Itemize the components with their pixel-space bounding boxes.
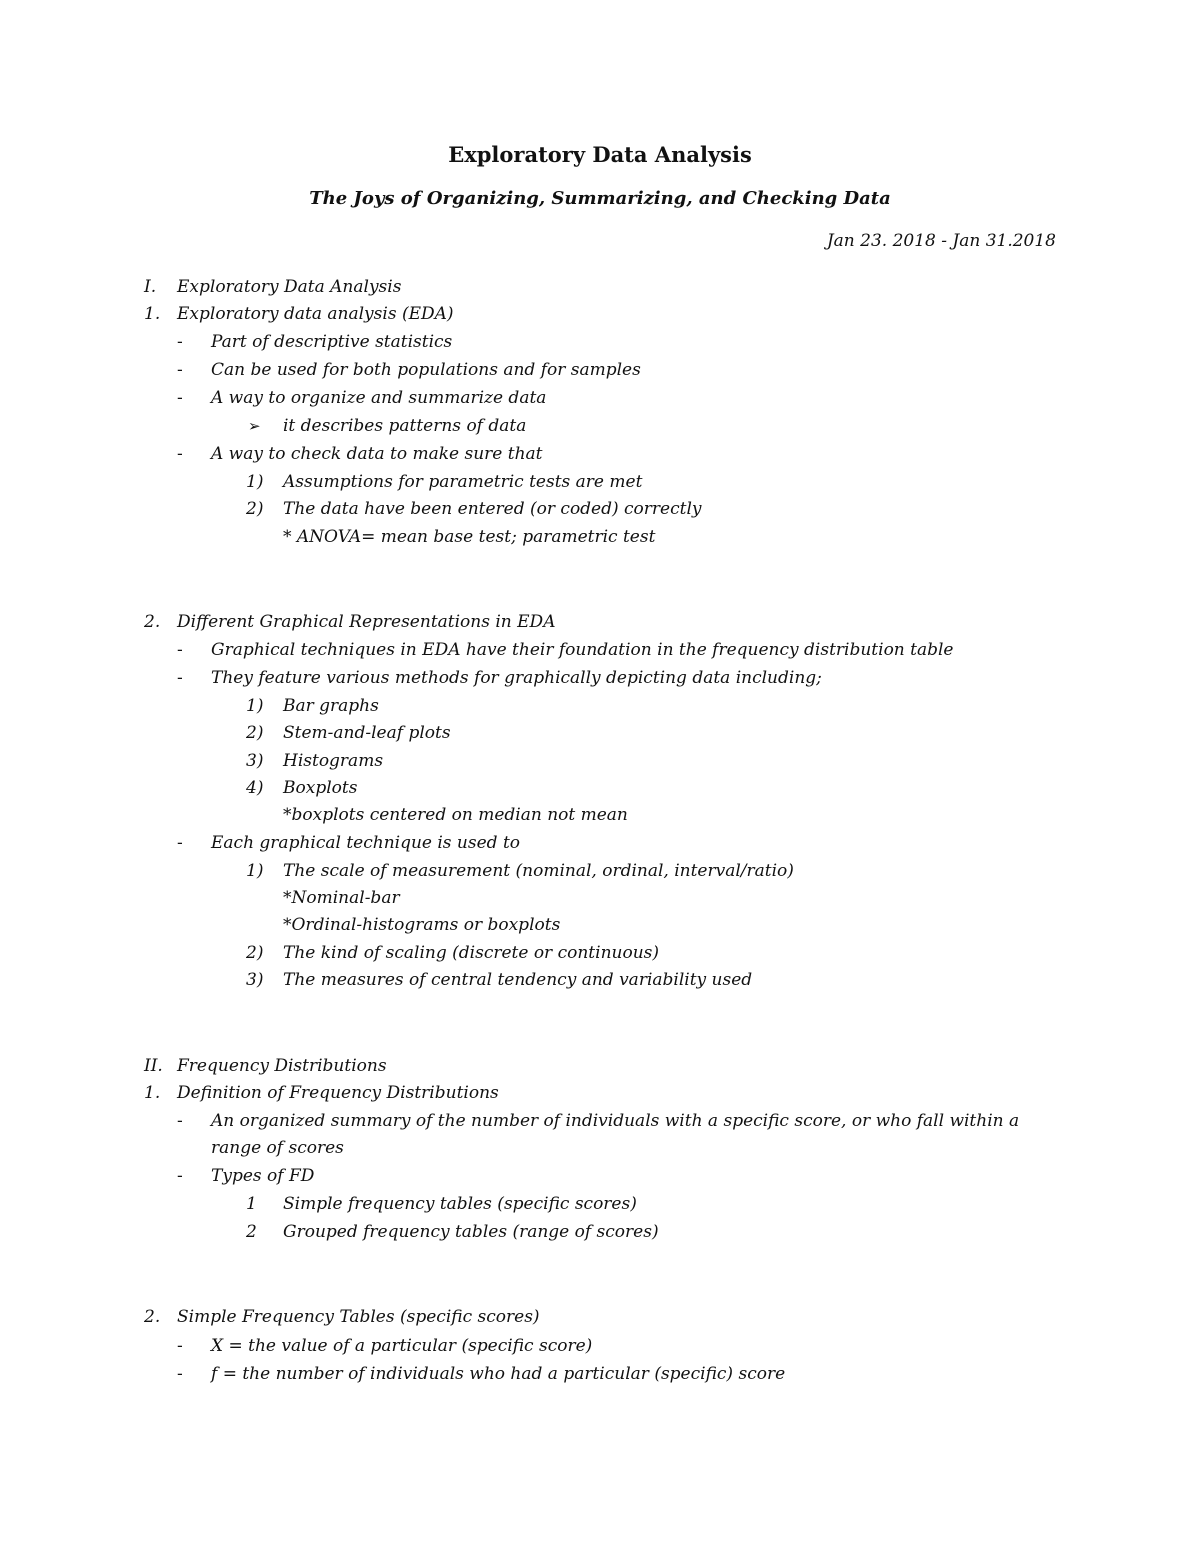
sub-item-number: 1) — [246, 472, 264, 492]
section-heading: Exploratory Data Analysis — [177, 277, 402, 297]
item-heading: Different Graphical Representations in EDA — [177, 612, 556, 632]
sub-item-text: Bar graphs — [283, 696, 379, 716]
item-number: 1. — [144, 1083, 161, 1103]
bullet-dash: - — [177, 640, 183, 660]
sub-item-number: 2) — [246, 499, 264, 519]
bullet-text: A way to organize and summarize data — [211, 388, 547, 408]
bullet-dash: - — [177, 388, 183, 408]
section-heading: Frequency Distributions — [177, 1056, 387, 1076]
item-heading: Definition of Frequency Distributions — [177, 1083, 499, 1103]
sub-item-text: Grouped frequency tables (range of scores) — [283, 1222, 659, 1242]
sub-item-number: 4) — [246, 778, 264, 798]
sub-item-number: 3) — [246, 751, 264, 771]
bullet-text: Can be used for both populations and for samples — [211, 360, 641, 380]
bullet-text: They feature various methods for graphically depicting data including; — [211, 668, 822, 688]
sub-item-number: 2 — [246, 1222, 257, 1242]
bullet-text: Each graphical technique is used to — [211, 833, 521, 853]
bullet-text: f = the number of individuals who had a particular (specific) score — [211, 1364, 786, 1384]
sub-item-number: 2) — [246, 723, 264, 743]
item-number: 1. — [144, 304, 161, 324]
sub-item-text: Assumptions for parametric tests are met — [283, 472, 643, 492]
date-range: Jan 23. 2018 - Jan 31.2018 — [826, 231, 1056, 251]
bullet-dash: - — [177, 668, 183, 688]
bullet-text: An organized summary of the number of individuals with a specific score, or who fall within a — [211, 1111, 1020, 1131]
bullet-text: Graphical techniques in EDA have their foundation in the frequency distribution table — [211, 640, 954, 660]
bullet-text: X = the value of a particular (specific score) — [211, 1336, 593, 1356]
item-number: 2. — [144, 612, 161, 632]
bullet-text: Types of FD — [211, 1166, 315, 1186]
document-subtitle: The Joys of Organizing, Summarizing, and Checking Data — [309, 188, 891, 209]
sub-item-number: 2) — [246, 943, 264, 963]
sub-item-text: Stem-and-leaf plots — [283, 723, 451, 743]
bullet-text-continued: range of scores — [211, 1138, 344, 1158]
sub-item-number: 1) — [246, 696, 264, 716]
bullet-dash: - — [177, 1166, 183, 1186]
section-numeral: II. — [144, 1056, 163, 1076]
note-text: *Ordinal-histograms or boxplots — [283, 915, 561, 935]
bullet-dash: - — [177, 360, 183, 380]
sub-item-number: 3) — [246, 970, 264, 990]
note-text: *boxplots centered on median not mean — [283, 805, 628, 825]
note-text: * ANOVA= mean base test; parametric test — [283, 527, 656, 547]
sub-item-number: 1 — [246, 1194, 257, 1214]
bullet-dash: - — [177, 444, 183, 464]
item-number: 2. — [144, 1307, 161, 1327]
arrow-bullet-icon: ➢ — [248, 417, 261, 435]
bullet-dash: - — [177, 1336, 183, 1356]
item-heading: Simple Frequency Tables (specific scores) — [177, 1307, 540, 1327]
sub-item-text: Histograms — [283, 751, 384, 771]
bullet-dash: - — [177, 833, 183, 853]
item-heading: Exploratory data analysis (EDA) — [177, 304, 454, 324]
sub-item-text: The scale of measurement (nominal, ordinal, interval/ratio) — [283, 861, 794, 881]
sub-item-text: Boxplots — [283, 778, 358, 798]
sub-item-text: Simple frequency tables (specific scores) — [283, 1194, 637, 1214]
bullet-dash: - — [177, 1111, 183, 1131]
document-title: Exploratory Data Analysis — [448, 142, 752, 167]
sub-item-text: The kind of scaling (discrete or continuous) — [283, 943, 660, 963]
section-numeral: I. — [144, 277, 157, 297]
sub-bullet-text: it describes patterns of data — [283, 416, 527, 436]
note-text: *Nominal-bar — [283, 888, 400, 908]
bullet-text: Part of descriptive statistics — [211, 332, 453, 352]
sub-item-text: The data have been entered (or coded) correctly — [283, 499, 702, 519]
bullet-text: A way to check data to make sure that — [211, 444, 543, 464]
bullet-dash: - — [177, 332, 183, 352]
sub-item-number: 1) — [246, 861, 264, 881]
sub-item-text: The measures of central tendency and variability used — [283, 970, 753, 990]
bullet-dash: - — [177, 1364, 183, 1384]
